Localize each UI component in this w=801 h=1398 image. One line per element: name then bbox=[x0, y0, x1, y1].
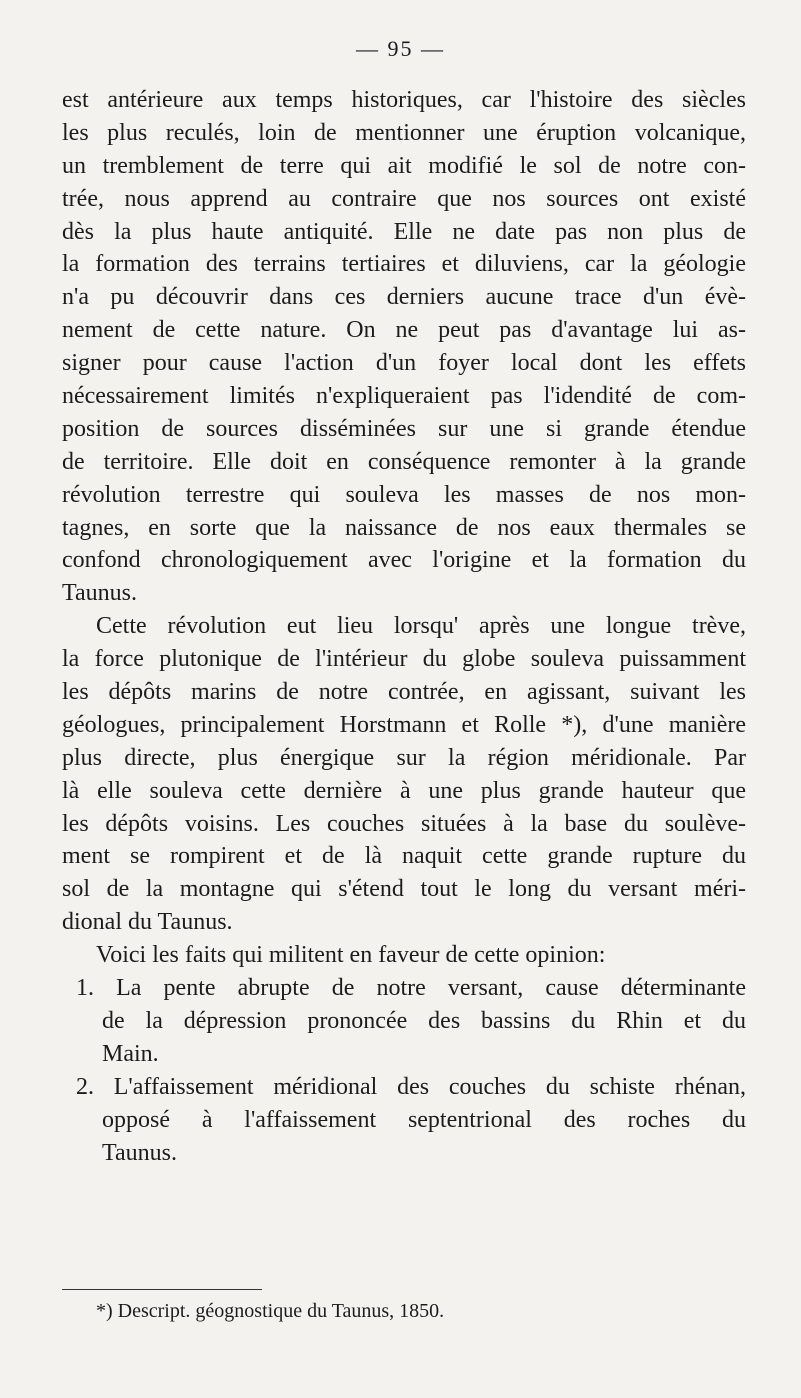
text-line: plus directe, plus énergique sur la région méridionale. Par bbox=[62, 744, 746, 771]
text-line: position de sources disséminées sur une si grande étendue bbox=[62, 415, 746, 442]
text-line: nement de cette nature. On ne peut pas d'avantage lui as- bbox=[62, 317, 746, 344]
text-line: confond chronologiquement avec l'origine et la formation du bbox=[62, 547, 746, 574]
text-line: révolution terrestre qui souleva les masses de nos mon- bbox=[62, 481, 746, 508]
text-line: Taunus. bbox=[102, 1139, 177, 1166]
text-line: de territoire. Elle doit en conséquence remonter à la grande bbox=[62, 448, 746, 475]
text-line: Taunus. bbox=[62, 580, 137, 607]
footnote-rule bbox=[62, 1289, 262, 1290]
text-line: la formation des terrains tertiaires et diluviens, car la géologie bbox=[62, 251, 746, 278]
text-line: n'a pu découvrir dans ces derniers aucune trace d'un évè- bbox=[62, 284, 746, 311]
text-line: dès la plus haute antiquité. Elle ne date pas non plus de bbox=[62, 218, 746, 245]
text-line: dional du Taunus. bbox=[62, 909, 233, 936]
footnote: *) Descript. géognostique du Taunus, 1850. bbox=[96, 1300, 445, 1322]
text-line: Voici les faits qui militent en faveur de cette opinion: bbox=[96, 942, 606, 969]
text-line: Main. bbox=[102, 1040, 159, 1067]
text-line: les dépôts voisins. Les couches situées à la base du soulève- bbox=[62, 810, 746, 837]
body-text bbox=[62, 84, 746, 1169]
text-line: est antérieure aux temps historiques, car l'histoire des siècles bbox=[62, 87, 746, 113]
text-line: géologues, principalement Horstmann et Rolle *), d'une manière bbox=[62, 711, 746, 738]
text-line: la force plutonique de l'intérieur du globe souleva puissamment bbox=[62, 646, 746, 673]
text-line: trée, nous apprend au contraire que nos sources ont existé bbox=[62, 185, 746, 212]
text-line: nécessairement limités n'expliqueraient pas l'idendité de com- bbox=[62, 383, 746, 410]
text-line: Cette révolution eut lieu lorsqu' après une longue trève, bbox=[96, 613, 746, 640]
text-line: signer pour cause l'action d'un foyer local dont les effets bbox=[62, 350, 746, 377]
text-line: ment se rompirent et de là naquit cette grande rupture du bbox=[62, 843, 746, 870]
text-line: de la dépression prononcée des bassins du Rhin et du bbox=[102, 1007, 746, 1034]
text-line: les dépôts marins de notre contrée, en agissant, suivant les bbox=[62, 679, 746, 706]
text-line: un tremblement de terre qui ait modifié le sol de notre con- bbox=[62, 152, 746, 179]
text-line: 2. L'affaissement méridional des couches du schiste rhénan, bbox=[76, 1073, 746, 1100]
text-line: là elle souleva cette dernière à une plus grande hauteur que bbox=[62, 777, 746, 804]
text-line: sol de la montagne qui s'étend tout le long du versant méri- bbox=[62, 876, 746, 903]
text-line: 1. La pente abrupte de notre versant, cause déterminante bbox=[76, 975, 746, 1002]
text-line: les plus reculés, loin de mentionner une éruption volcanique, bbox=[62, 119, 746, 146]
page-number: — 95 — bbox=[356, 36, 445, 61]
text-line: opposé à l'affaissement septentrional des roches du bbox=[102, 1106, 746, 1133]
text-line: tagnes, en sorte que la naissance de nos eaux thermales se bbox=[62, 514, 746, 541]
